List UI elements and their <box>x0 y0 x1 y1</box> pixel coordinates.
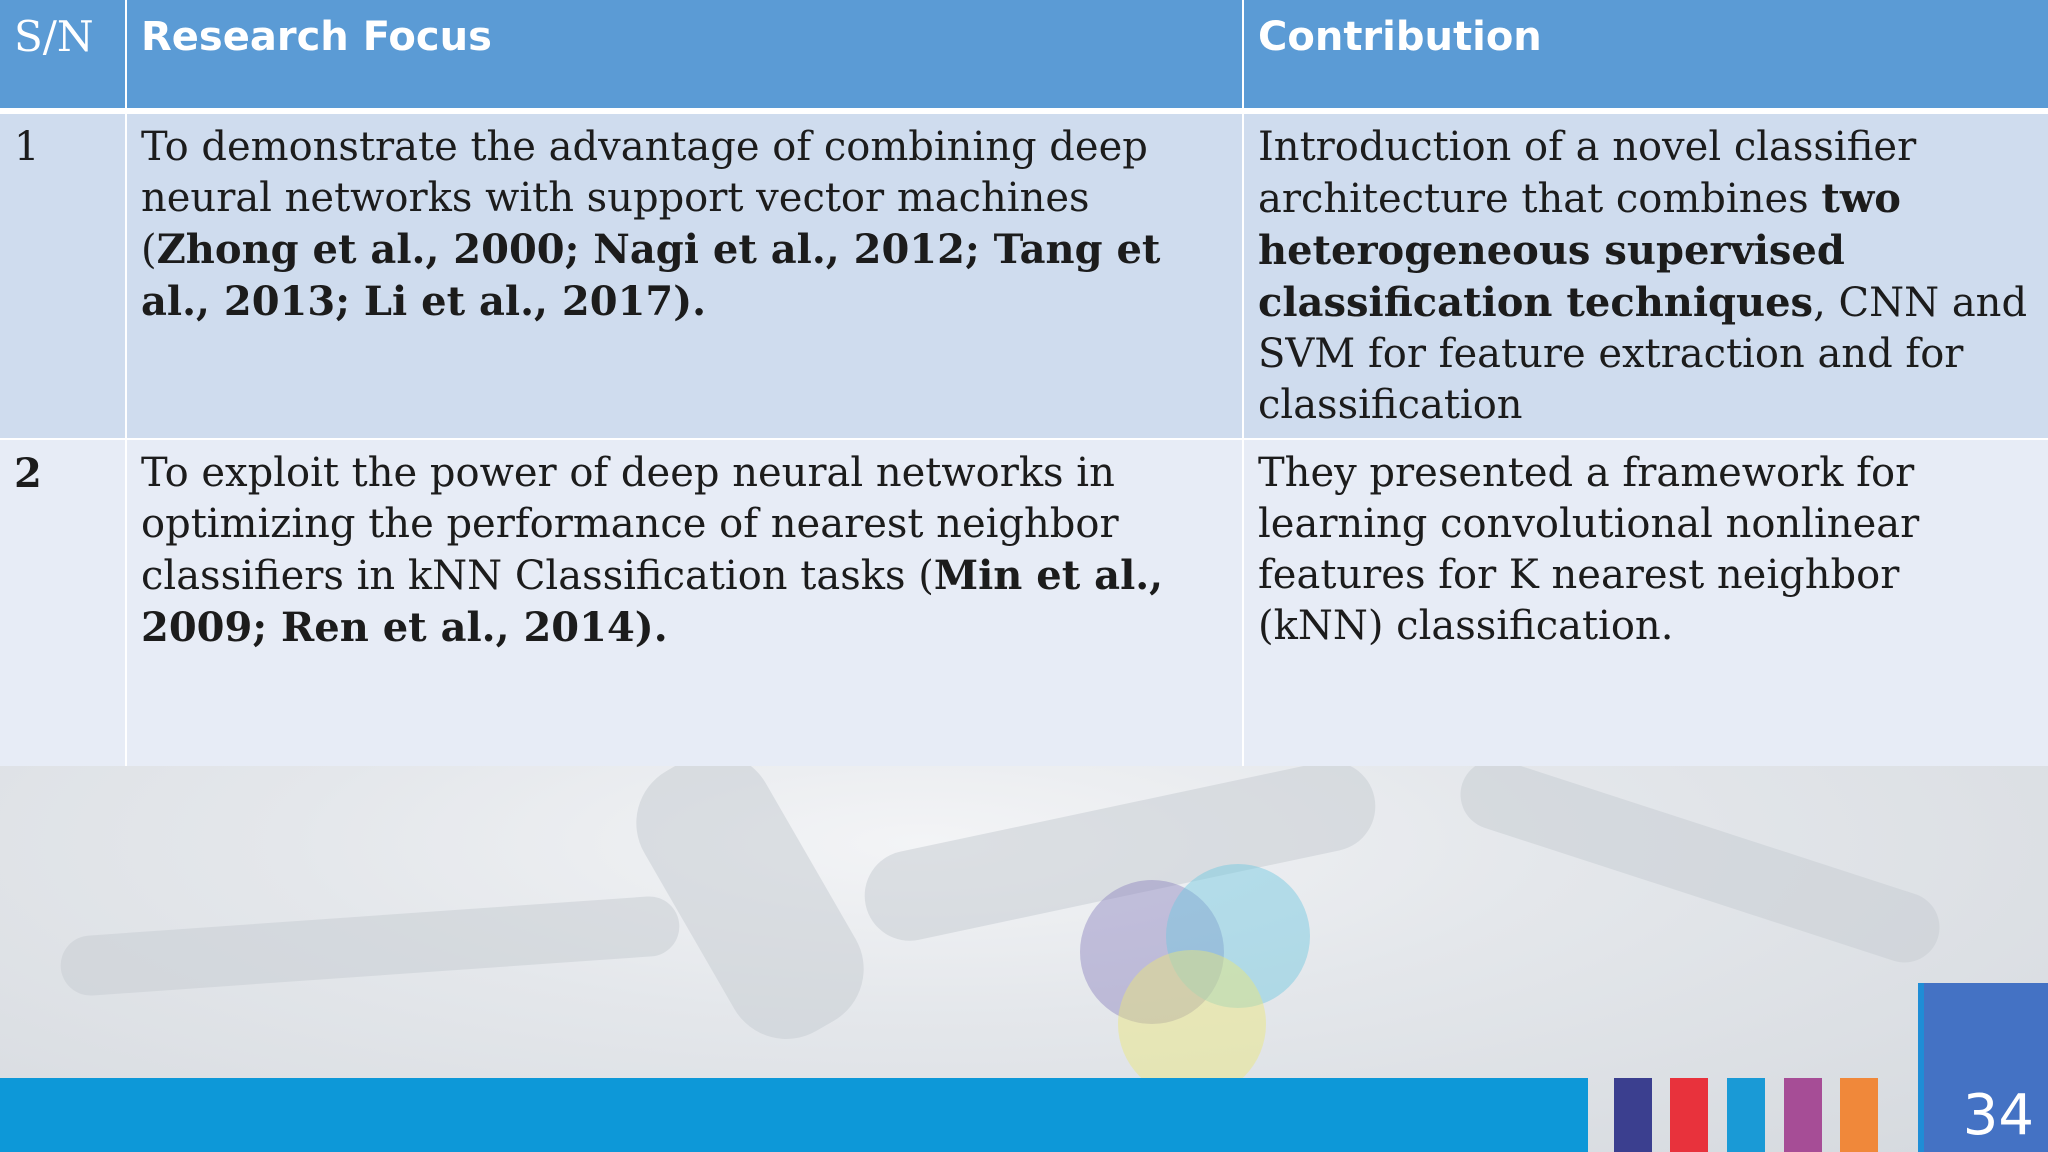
table-header-row <box>0 0 2048 114</box>
footer-stripe-red <box>1670 1078 1708 1152</box>
row-number: 1 <box>0 114 127 438</box>
footer-bar <box>0 1078 1588 1152</box>
table-row <box>0 114 2048 440</box>
page-number: 34 <box>1962 1083 2034 1148</box>
header-contribution: Contribution <box>1258 14 1542 60</box>
page-number-box <box>1918 983 2048 1152</box>
header-sn: S/N <box>0 0 127 108</box>
contribution-cell <box>1244 440 2048 766</box>
table-row <box>0 440 2048 766</box>
contribution-text: They presented a framework for learning convolutional nonlinear features for K nearest neighbor (kNN) classification. <box>1258 450 1920 649</box>
footer-stripe-blue <box>1727 1078 1765 1152</box>
focus-text: To demonstrate the advantage of combining deep neural networks with support vector machines ( <box>141 124 1148 273</box>
background-streak <box>59 894 682 997</box>
focus-citations: Zhong et al., 2000; Nagi et al., 2012; Tang et al., 2013; Li et al., 2017). <box>141 226 1161 325</box>
row-number-bold: 2 <box>14 450 42 497</box>
contribution-text: , CNN and SVM for feature extraction and for classification <box>1258 280 2028 428</box>
focus-citations: Min et al., 2009; Ren et al., 2014). <box>141 552 1164 651</box>
research-focus-cell <box>127 114 1244 438</box>
research-focus-cell <box>127 440 1244 766</box>
row-number <box>0 440 127 766</box>
contribution-bold: two heterogeneous supervised classification techniques <box>1258 175 1901 326</box>
header-research-focus: Research Focus <box>127 0 1244 108</box>
background-streak <box>1451 766 1948 972</box>
focus-text: To exploit the power of deep neural networks in optimizing the performance of nearest neighbor classifiers in kNN Classification tasks ( <box>141 450 1119 599</box>
footer-stripe-magenta <box>1784 1078 1822 1152</box>
footer-stripe-orange <box>1840 1078 1878 1152</box>
contribution-cell <box>1244 114 2048 438</box>
logo-circle-yellow <box>1118 950 1266 1098</box>
footer-stripe-navy <box>1614 1078 1652 1152</box>
contribution-text: Introduction of a novel classifier architecture that combines <box>1258 124 1917 222</box>
